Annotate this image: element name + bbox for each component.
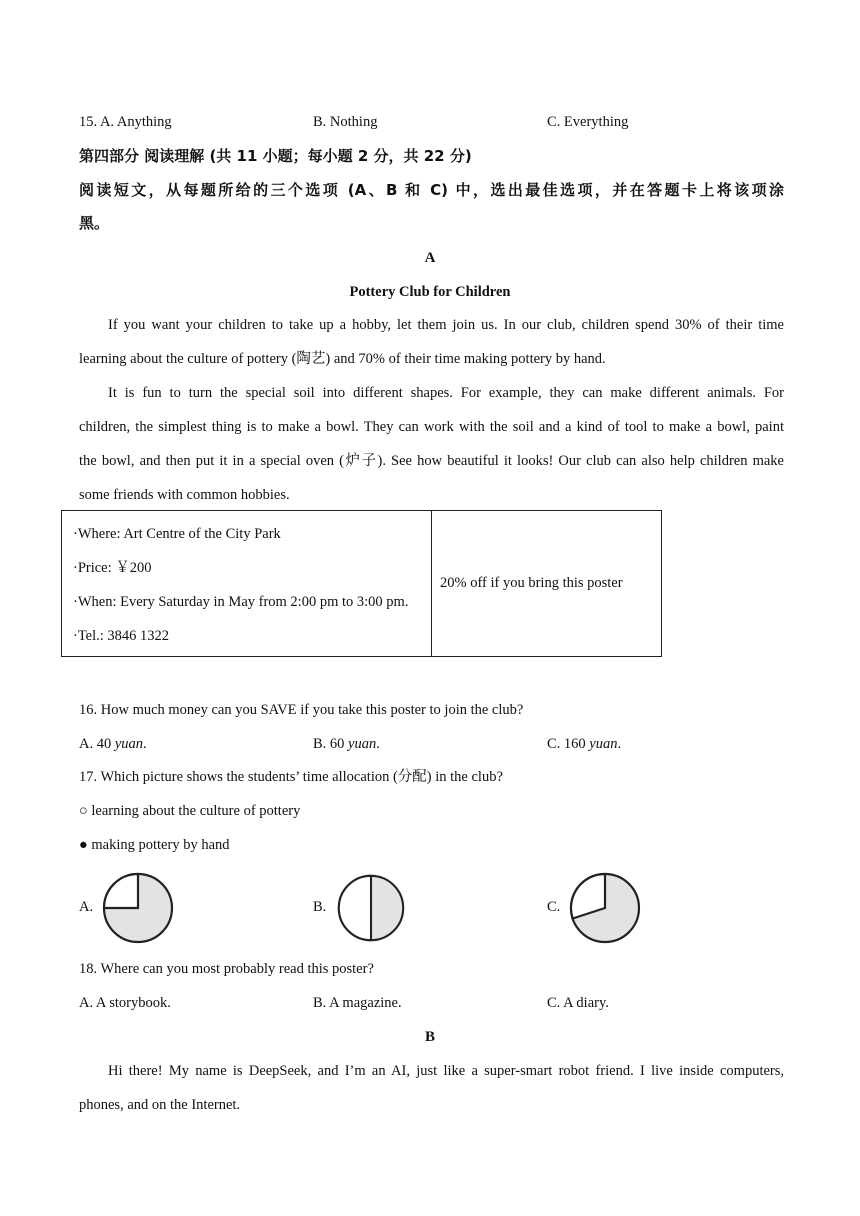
q16-question: 16. How much money can you SAVE if you take this poster to join the club? [79, 702, 524, 718]
poster-price: ·Price: ￥200 [73, 560, 152, 576]
passage-b-p1-line2: phones, and on the Internet. [79, 1097, 241, 1113]
passage-a-letter: A [424, 250, 436, 266]
q15-option-a: 15. A. Anything [79, 114, 172, 130]
q18-option-c: C. A diary. [547, 995, 609, 1011]
passage-b-letter: B [424, 1029, 435, 1045]
poster-discount-cell [432, 511, 662, 657]
q17-pie-b [335, 870, 407, 946]
q17-pie-a [100, 870, 176, 946]
passage-a-p1-line2: learning about the culture of pottery (陶艺) and 70% of their time making pottery by hand. [79, 351, 606, 367]
passage-a-p2-line1: It is fun to turn the special soil into different shapes. For example, they can make different animals. For [108, 385, 784, 401]
passage-a-p2-line3: the bowl, and then put it in a special oven (炉子). See how beautiful it looks! Our club can also help children make [79, 453, 784, 469]
section-instruction-line1: 阅读短文，从每题所给的三个选项 (A、B 和 C) 中，选出最佳选项，并在答题卡上将该项涂 [79, 181, 784, 199]
passage-a-p2-line2: children, the simplest thing is to make a bowl. They can work with the soil and a kind of tool to make a bowl, paint [79, 419, 784, 435]
q17-question: 17. Which picture shows the students’ time allocation (分配) in the club? [79, 769, 503, 785]
q17-pie-c [567, 870, 643, 946]
q16-option-b: B. 60 yuan. [313, 736, 380, 752]
poster-info-table [61, 510, 662, 657]
poster-discount: 20% off if you bring this poster [440, 575, 623, 591]
passage-a-p1-line1: If you want your children to take up a hobby, let them join us. In our club, children spend 30% of their time [108, 317, 784, 333]
passage-b-p1-line1: Hi there! My name is DeepSeek, and I’m an AI, just like a super-smart robot friend. I live inside computers, [108, 1063, 784, 1079]
q18-option-a: A. A storybook. [79, 995, 171, 1011]
q16-option-c: C. 160 yuan. [547, 736, 622, 752]
poster-details-cell [62, 511, 432, 657]
poster-when: ·When: Every Saturday in May from 2:00 pm to 3:00 pm. [73, 594, 409, 610]
q18-question: 18. Where can you most probably read this poster? [79, 961, 374, 977]
passage-a-title: Pottery Club for Children [349, 284, 511, 300]
pie-culture-share [104, 874, 138, 908]
q17-option-c-label: C. [547, 899, 561, 915]
q17-option-b-label: B. [313, 899, 327, 915]
section-instruction-line2: 黑。 [79, 214, 110, 232]
q15-option-b: B. Nothing [313, 114, 378, 130]
q16-option-a: A. 40 yuan. [79, 736, 147, 752]
q17-option-a-label: A. [79, 899, 94, 915]
q17-legend-open: ○ learning about the culture of pottery [79, 803, 301, 819]
q18-option-b: B. A magazine. [313, 995, 402, 1011]
poster-where: ·Where: Art Centre of the City Park [73, 526, 281, 542]
q17-legend-filled: ● making pottery by hand [79, 837, 230, 853]
q15-option-c: C. Everything [547, 114, 629, 130]
pie-culture-share [339, 876, 371, 940]
poster-tel: ·Tel.: 3846 1322 [73, 628, 170, 644]
section-title: 第四部分 阅读理解 (共 11 小题；每小题 2 分，共 22 分) [79, 147, 472, 165]
passage-a-p2-line4: some friends with common hobbies. [79, 487, 290, 503]
